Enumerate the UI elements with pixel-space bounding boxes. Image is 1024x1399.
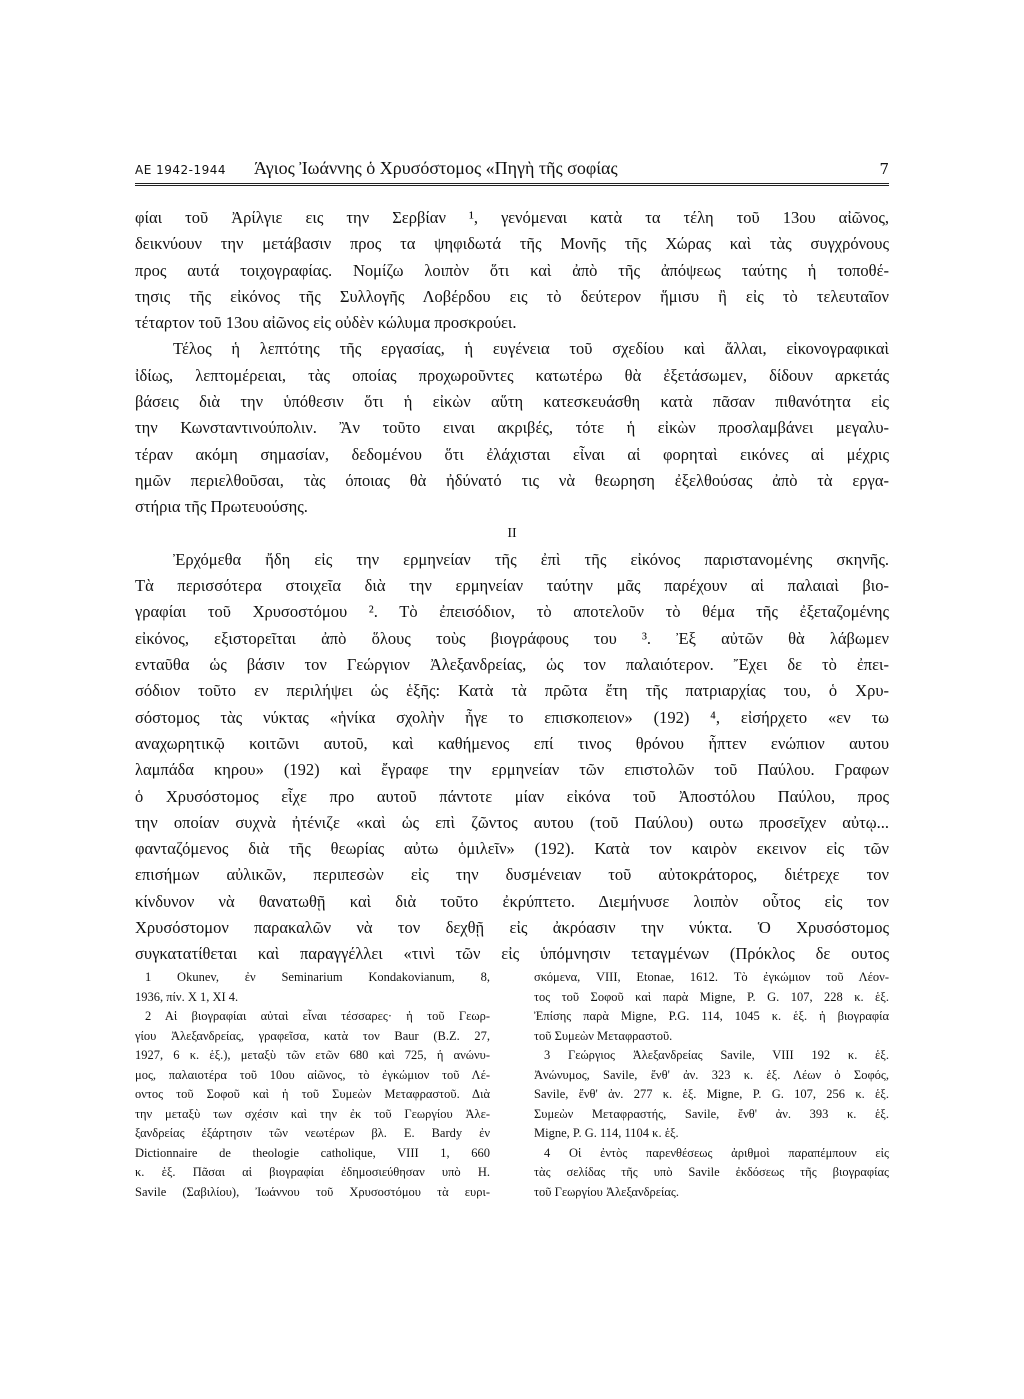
- footnote-line: 1936, πίν. X 1, XI 4.: [135, 989, 239, 1004]
- footnote-line: τοῦ Συμεὼν Μεταφραστοῦ.: [534, 1028, 673, 1043]
- text-line: ὁ Χρυσόστομος εἶχε προ αυτοῦ πάντοτε μίαν εἰκόνα τοῦ Ἀποστόλου Παύλου, προς: [135, 786, 889, 806]
- text-line: λαμπάδα κηρου» (192) καὶ ἔγραφε την ερμηνείαν τῶν επιστολῶν τοῦ Παύλου. Γραφων: [135, 760, 889, 780]
- section-heading: II: [507, 525, 517, 541]
- text-line: κίνδυνον νὰ θανατωθῇ καὶ διὰ τοῦτο ἐκρύπτετο. Διεμήνυσε λοιπὸν οὗτος εἰς τον: [135, 891, 889, 911]
- text-line: ενταῦθα ὡς βάσιν τον Γεώργιον Ἀλεξανδρείας, ὡς τον παλαιότερον. Ἔχει δε τὸ ἐπει-: [135, 655, 889, 675]
- footnote-line: Savile, ἔνθ' ἀν. 277 κ. ἑξ. Migne, P. G. 107, 256 κ. ἑξ.: [534, 1087, 889, 1101]
- footnote-line: 2 Αἱ βιογραφίαι αὐταὶ εἶναι τέσσαρες· ἡ τοῦ Γεωρ-: [145, 1009, 490, 1023]
- footnote-line: Dictionnaire de theologie catholique, VIII 1, 660: [135, 1145, 490, 1160]
- running-title: Άγιος Ἰωάννης ὁ Χρυσόστομος «Πηγὴ τῆς σοφίας: [254, 158, 618, 178]
- text-line: βάσεις διὰ την ὑπόθεσιν ὅτι ἡ εἰκὼν αὕτη κατεσκευάσθη κατὰ πᾶσαν πιθανότητα εἰς: [135, 392, 889, 412]
- text-line: προς αυτά τοιχογραφίας. Νομίζω λοιπὸν ὅτι καὶ ἀπὸ τῆς ἀπόψεως ταύτης ἡ τοποθέ-: [135, 260, 889, 280]
- text-line: ἰδίως, λεπτομέρειαι, τὰς οποίας προχωροῦντες κατωτέρω θὰ ἐξετάσωμεν, δίδουν αρκετάς: [135, 365, 889, 385]
- footnote-line: Savile (Σαβιλίου), Ἰωάννου τοῦ Χρυσοστόμου τὰ ευρι-: [135, 1184, 490, 1199]
- footnote-line: 4 Οἱ ἐντὸς παρενθέσεως ἀριθμοὶ παραπέμπουν εἰς: [544, 1145, 889, 1160]
- text-line: γραφίαι τοῦ Χρυσοστόμου ². Τὸ ἐπεισόδιον, τὸ αποτελοῦν τὸ θέμα τῆς ἐξεταζομένης: [135, 602, 889, 622]
- text-line: σόδιον τοῦτο εν περιλήψει ὡς ἑξῆς: Κατὰ τὰ πρῶτα ἔτη τῆς πατριαρχίας του, ὁ Χρυ-: [135, 681, 889, 701]
- footnote-line: Migne, P. G. 114, 1104 κ. ἑξ.: [534, 1126, 679, 1140]
- footnotes: [135, 968, 889, 1202]
- footnotes-left-column: [135, 968, 490, 1202]
- page-number: 7: [879, 160, 889, 178]
- footnote-line: Ἐπίσης παρὰ Migne, P.G. 114, 1045 κ. ἑξ. ἡ βιογραφία: [534, 1009, 889, 1023]
- footnote-line: γίου Ἀλεξανδρείας, γραφεῖσα, κατὰ τον Baur (B.Z. 27,: [135, 1028, 490, 1043]
- main-text: [135, 205, 889, 968]
- paragraph-1: [135, 205, 889, 336]
- text-line: Χρυσόστομον παρακαλῶν νὰ τον δεχθῇ εἰς ἀκρόασιν την νύκτα. Ὁ Χρυσόστομος: [135, 918, 889, 938]
- text-line: σόστομος τὰς νύκτας «ἡνίκα σχολὴν ἦγε το επισκοπειον» (192) ⁴, εἰσήρχετο «εν τω: [135, 707, 889, 727]
- text-line: Τὰ περισσότερα στοιχεῖα διὰ την ερμηνείαν ταύτην μᾶς παρέχουν αἱ παλαιαὶ βιο-: [135, 576, 889, 596]
- text-line: τέταρτον τοῦ 13ου αἰῶνος εἰς οὐδὲν κώλυμα προσκρούει.: [135, 313, 517, 333]
- text-line: Ἐρχόμεθα ἤδη εἰς την ερμηνείαν τῆς ἐπὶ τῆς εἰκόνος παριστανομένης σκηνῆς.: [173, 549, 889, 569]
- footnote-line: 3 Γεώργιος Ἀλεξανδρείας Savile, VIII 192 κ. ἑξ.: [544, 1048, 889, 1062]
- footnote-line: κ. ἑξ. Πᾶσαι αἱ βιογραφίαι ἐδημοσιεύθησαν υπὸ H.: [135, 1165, 490, 1179]
- text-line: συγκατατίθεται καὶ παραγγέλλει «τινὶ τῶν εἰς ὑπόμνησιν τεταγμένων (Πρόκλος δε ουτος: [135, 944, 889, 964]
- footnote-line: μος, παλαιοτέρα τοῦ 10ου αἰῶνος, τὸ ἐγκώμιον τοῦ Λέ-: [135, 1067, 490, 1082]
- footnote-line: 1 Okunev, ἐν Seminarium Kondakovianum, 8,: [145, 970, 490, 984]
- text-line: επισήμων αὐλικῶν, περιπεσὼν εἰς την δυσμένειαν τοῦ αὐτοκράτορος, διέτρεχε τον: [135, 865, 889, 885]
- footnote-line: σκόμενα, VIII, Etonae, 1612. Τὸ ἐγκώμιον τοῦ Λέον-: [534, 970, 889, 984]
- footnote-line: την μεταξὺ των σχέσιν καὶ την ἐκ τοῦ Γεωργίου Ἀλε-: [135, 1106, 490, 1121]
- text-line: την Κωνσταντινούπολιν. Ἂν τοῦτο ειναι ακριβές, τότε ἡ εἰκὼν προσλαμβάνει μεγαλυ-: [135, 418, 889, 438]
- paragraph-2: [135, 336, 889, 520]
- footnote-line: 1927, 6 κ. ἑξ.), μεταξὺ τῶν ετῶν 680 καὶ 725, ἡ ανώνυ-: [135, 1048, 490, 1062]
- text-line: φίαι τοῦ Ἀρίλγιε εις την Σερβίαν ¹, γενόμεναι κατὰ τα τέλη τοῦ 13ου αἰῶνος,: [135, 208, 889, 227]
- text-line: εἰκόνος, εξιστορεῖται ἀπὸ ὅλους τοὺς βιογράφους του ³. Ἐξ αὐτῶν θὰ λάβωμεν: [135, 628, 889, 648]
- text-line: την οποίαν συχνὰ ἠτένιζε «καὶ ὡς επὶ ζῶντος αυτου (τοῦ Παύλου) ουτω προσεῖχεν αὐτῳ...: [135, 812, 889, 832]
- text-line: τέραν ακόμη σημασίαν, δεδομένου ὅτι ἐλάχισται εἶναι αἱ φορηταὶ εικόνες αἱ μέχρις: [135, 444, 889, 464]
- text-line: ημῶν περιελθοῦσαι, τὰς όποιας θὰ ἠδύνατό τις νὰ θεωρηση ἐξελθούσας ἀπὸ τὰ εργα-: [135, 470, 889, 490]
- text-line: δεικνύουν την μετάβασιν προς τα ψηφιδωτά τῆς Μονῆς τῆς Χώρας καὶ τὰς συγχρόνους: [135, 234, 889, 254]
- text-line: αναχωρητικῷ κοιτῶνι αυτοῦ, καὶ καθήμενος επί τινος θρόνου ἧπτεν ενώπιον αυτου: [135, 733, 889, 753]
- footnote-line: Συμεὼν Μεταφραστής, Savile, ἔνθ' ἀν. 393 κ. ἑξ.: [534, 1106, 889, 1121]
- footnote-line: ξανδρείας ἐξάρτησιν τῶν νεωτέρων βλ. E. Bardy ἐν: [135, 1126, 490, 1140]
- text-line: στήρια τῆς Πρωτευούσης.: [135, 497, 308, 517]
- footnote-line: τὰς σελίδας τῆς υπὸ Savile ἐκδόσεως τῆς βιογραφίας: [534, 1165, 889, 1179]
- text-line: τησις τῆς εἰκόνος τῆς Συλλογῆς Λοβέρδου εις τὸ δεύτερον ἥμισυ ἢ εἰς τὸ τελευταῖον: [135, 286, 889, 306]
- text-line: Τέλος ἡ λεπτότης τῆς εργασίας, ἡ ευγένεια τοῦ σχεδίου καὶ ἄλλαι, εἰκονογραφικαὶ: [173, 339, 889, 359]
- text-line: φανταζόμενος διὰ τῆς θεωρίας αὐτω ὁμιλεῖν» (192). Κατὰ τον καιρὸν εκεινον εἰς τῶν: [135, 839, 889, 859]
- journal-reference: ΑΕ 1942-1944: [135, 163, 227, 177]
- footnote-line: τος τοῦ Σοφοῦ καὶ παρὰ Migne, P. G. 107, 228 κ. ἑξ.: [534, 989, 889, 1004]
- footnotes-right-column: [534, 968, 889, 1202]
- footnote-line: οντος τοῦ Σοφοῦ καὶ ἡ τοῦ Συμεὼν Μεταφραστοῦ. Διὰ: [135, 1087, 490, 1101]
- footnote-line: τοῦ Γεωργίου Ἀλεξανδρείας.: [534, 1184, 679, 1199]
- footnote-line: Ἀνώνυμος, Savile, ἔνθ' ἀν. 323 κ. ἑξ. Λέων ὁ Σοφός,: [534, 1067, 889, 1082]
- paragraph-3: [135, 547, 889, 968]
- running-header: [135, 158, 889, 186]
